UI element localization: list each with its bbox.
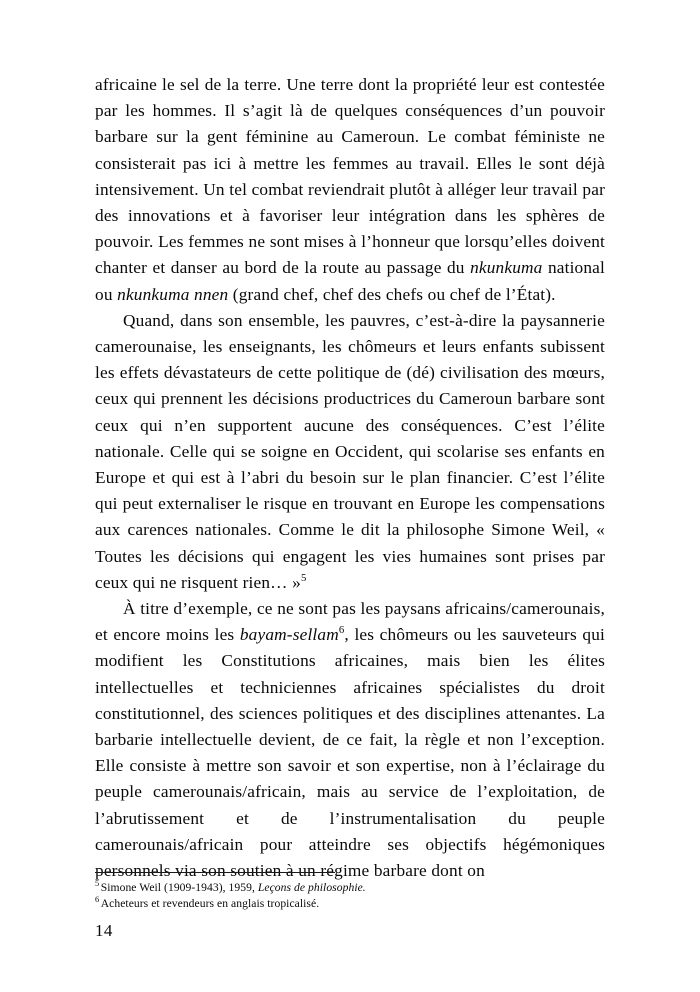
page-number: 14 xyxy=(95,921,113,940)
paragraph-3 xyxy=(95,596,605,884)
paragraph-2 xyxy=(95,308,605,596)
footnote-item xyxy=(95,896,605,912)
text-run: Acheteurs et revendeurs en anglais tropicalisé. xyxy=(100,896,320,910)
footnote-number: 5 xyxy=(95,879,100,889)
text-run: Simone Weil (1909-1943), 1959, xyxy=(100,881,258,894)
text-run: (grand chef, chef des chefs ou chef de l’État). xyxy=(228,284,556,304)
paragraph-1 xyxy=(95,72,605,308)
text-run: africaine le sel de la terre. Une terre dont la propriété leur est contestée par les hommes. Il s’agit là de quelques conséquences d’un pouvoir barbare sur la gent féminine au Cameroun. Le combat féministe ne consisterait pas ici à mettre les femmes au travail. Elles le sont déjà intensivement. Un tel combat reviendrait plutôt à alléger leur travail par des innovations et à favoriser leur intégration dans les sphères de pouvoir. Les femmes ne sont mises à l’honneur que lorsqu’elles doivent chanter et danser au bord de la route au passage du xyxy=(95,75,605,278)
footnote-marker: 6 xyxy=(338,624,345,637)
italic-term: nkunkuma xyxy=(470,258,543,278)
text-run: Quand, dans son ensemble, les pauvres, c’est-à-dire la paysannerie camerounaise, les enseignants, les chômeurs et leurs enfants subissent les effets dévastateurs de cette politique de (dé) civilisation des mœurs, ceux qui prennent les décisions productrices du Cameroun barbare sont ceux qui n’en supportent aucune des conséquences. C’est l’élite nationale. Celle qui se soigne en Occident, qui scolarise ses enfants en Europe et qui est à l’abri du besoin sur le plan financier. C’est l’élite qui peut externaliser le risque en trouvant en Europe les compensations aux carences nationales. Comme le dit la philosophe Simone Weil, « Toutes les décisions qui engagent les vies humaines sont prises par ceux qui ne risquent rien… » xyxy=(95,310,605,592)
text-run: À titre d’exemple, ce ne sont pas les paysans africains/camerounais, et encore moins les xyxy=(95,599,605,645)
text-run: , les chômeurs ou les sauveteurs qui modifient les Constitutions africaines, mais bien les élites intellectuelles et techniciennes africaines spécialistes du droit constitutionnel, des sciences politiques et des disciplines attenantes. La barbarie intellectuelle devient, de ce fait, la règle et non l’exception. Elle consiste à mettre son savoir et son expertise, non à l’éclairage du peuple camerounais/africain, mais au service de l’exploitation, de l’abrutissement et de l’instrumentalisation du peuple camerounais/africain pour atteindre ses objectifs hégémoniques personnels via son soutien à un régime barbare dont on xyxy=(95,625,605,881)
italic-term: nkunkuma nnen xyxy=(117,284,229,304)
body-text-column xyxy=(95,72,605,884)
italic-term: bayam-sellam xyxy=(239,625,339,645)
footnote-item xyxy=(95,880,605,896)
footnote-marker: 5 xyxy=(300,572,307,585)
text-run: national ou xyxy=(95,258,605,304)
footnote-number: 6 xyxy=(95,894,100,904)
footnote-list xyxy=(95,880,605,911)
italic-term: Leçons de philosophie. xyxy=(257,881,366,894)
footnote-separator-rule xyxy=(95,872,335,873)
